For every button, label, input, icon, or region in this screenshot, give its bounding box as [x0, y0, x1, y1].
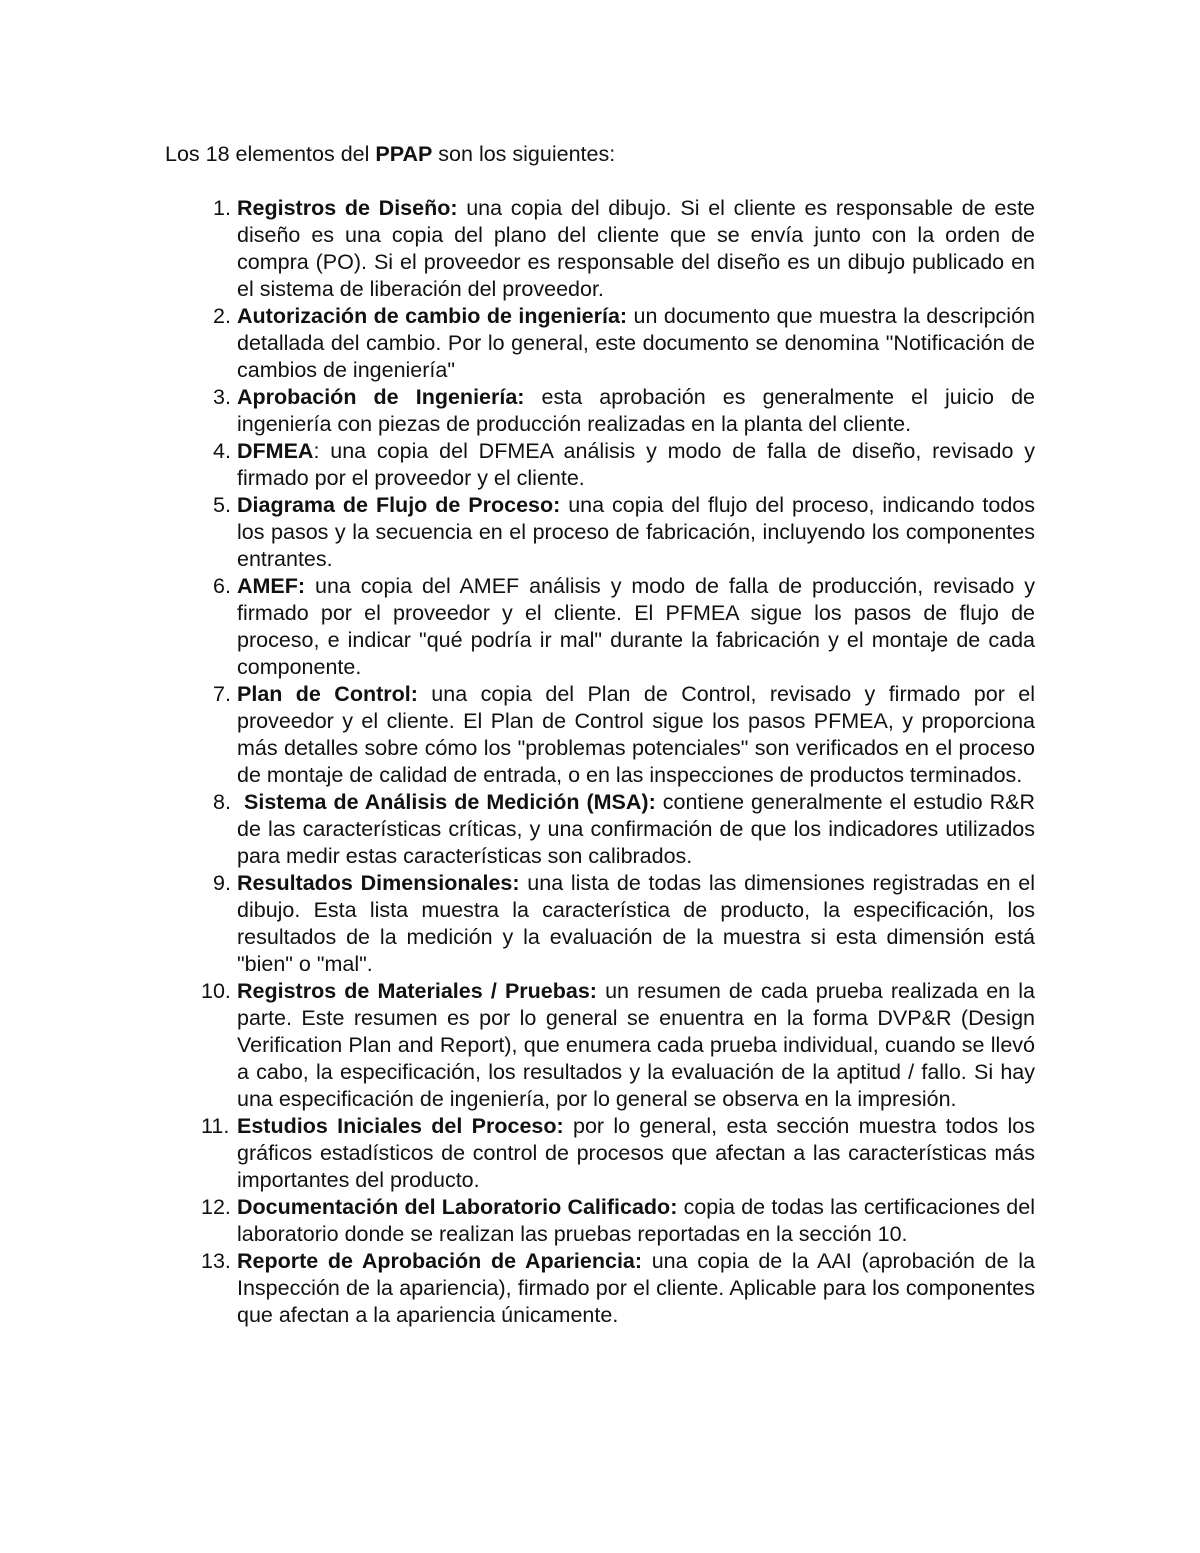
list-item-text: esta aprobación es generalmente el juicio de ingeniería con piezas de producción realizadas en la planta del cliente. — [237, 385, 1035, 436]
list-item-title: AMEF: — [237, 574, 306, 598]
list-item-title: Plan de Control: — [237, 682, 418, 706]
list-item-title: Registros de Materiales / Pruebas: — [237, 979, 597, 1003]
list-item-body — [237, 978, 1035, 1113]
list-item-body — [237, 303, 1035, 384]
list-item-title: Estudios Iniciales del Proceso: — [237, 1114, 564, 1138]
list-item-number: 12. — [201, 1195, 231, 1219]
list-item-number: 11. — [201, 1114, 230, 1138]
list-item — [165, 978, 1035, 1113]
list-item — [165, 1194, 1035, 1248]
list-item-number: 9. — [213, 871, 231, 895]
list-item-number: 10. — [201, 979, 231, 1003]
list-item-body — [237, 195, 1035, 303]
list-item — [165, 438, 1035, 492]
list-item-number: 7. — [213, 682, 231, 706]
list-item-title: DFMEA — [237, 439, 314, 463]
list-item — [165, 492, 1035, 573]
list-item — [165, 1113, 1035, 1194]
list-item-title: Aprobación de Ingeniería: — [237, 385, 525, 409]
list-item-title: Registros de Diseño: — [237, 196, 458, 220]
list-item-number: 8. — [213, 790, 231, 814]
list-item — [165, 789, 1035, 870]
list-item-text: un resumen de cada prueba realizada en la parte. Este resumen es por lo general se enuentra en la forma DVP&R (Design Verification Plan and Report), que enumera cada prueba individual, cuando se llevó a cabo, la especificación, los resultados y la evaluación de la aptitud / fallo. Si hay una especificación de ingeniería, por lo general se observa en la impresión. — [237, 979, 1035, 1111]
list-item-text: una copia de la AAI (aprobación de la Inspección de la apariencia), firmado por el cliente. Aplicable para los componentes que afectan a la apariencia únicamente. — [237, 1249, 1035, 1327]
list-item-number: 13. — [201, 1249, 231, 1273]
list-item-title: Documentación del Laboratorio Calificado: — [237, 1195, 678, 1219]
list-item-body — [237, 789, 1035, 870]
list-item-title: Resultados Dimensionales: — [237, 871, 520, 895]
list-item-title: Autorización de cambio de ingeniería: — [237, 304, 628, 328]
list-item-text: una copia del dibujo. Si el cliente es responsable de este diseño es una copia del plano del cliente que se envía junto con la orden de compra (PO). Si el proveedor es responsable del diseño es un dibujo publicado en el sistema de liberación del proveedor. — [237, 196, 1036, 301]
list-item-body — [237, 438, 1035, 492]
list-item-text: una copia del AMEF análisis y modo de falla de producción, revisado y firmado por el proveedor y el cliente. El PFMEA sigue los pasos de flujo de proceso, e indicar "qué podría ir mal" durante la fabricación y el montaje de cada componente. — [237, 574, 1035, 679]
list-item-title: Reporte de Aprobación de Apariencia: — [237, 1249, 643, 1273]
list-item-body — [237, 1194, 1035, 1248]
intro-paragraph — [165, 141, 1035, 168]
list-item-title: Diagrama de Flujo de Proceso: — [237, 493, 561, 517]
list-item-body — [237, 1248, 1035, 1329]
list-item-body — [237, 492, 1035, 573]
list-item-text: una copia del Plan de Control, revisado y firmado por el proveedor y el cliente. El Plan de Control sigue los pasos PFMEA, y proporciona más detalles sobre cómo los "problemas potenciales" son verificados en el proceso de montaje de calidad de entrada, o en las inspecciones de productos terminados. — [237, 682, 1035, 787]
list-item-body — [237, 681, 1035, 789]
list-item — [165, 573, 1035, 681]
list-item-body — [237, 384, 1035, 438]
list-item-text: una lista de todas las dimensiones registradas en el dibujo. Esta lista muestra la característica de producto, la especificación, los resultados de la medición y la evaluación de la muestra si esta dimensión está "bien" o "mal". — [237, 871, 1035, 976]
list-item-body — [237, 573, 1035, 681]
list-item-number: 6. — [213, 574, 231, 598]
list-item-text: contiene generalmente el estudio R&R de las características críticas, y una confirmación de que los indicadores utilizados para medir estas características son calibrados. — [237, 790, 1035, 868]
intro-suffix: son los siguientes: — [432, 142, 616, 166]
list-item-number: 1. — [213, 196, 231, 220]
list-item — [165, 303, 1035, 384]
list-item — [165, 384, 1035, 438]
list-item-text: por lo general, esta sección muestra todos los gráficos estadísticos de control de procesos que afectan a las características más importantes del producto. — [237, 1114, 1035, 1192]
intro-bold: PPAP — [375, 142, 433, 166]
list-item-text: un documento que muestra la descripción detallada del cambio. Por lo general, este documento se denomina "Notificación de cambios de ingeniería" — [237, 304, 1035, 382]
list-item — [165, 681, 1035, 789]
intro-prefix: Los 18 elementos del — [165, 142, 376, 166]
list-item-text: una copia del flujo del proceso, indicando todos los pasos y la secuencia en el proceso de fabricación, incluyendo los componentes entrantes. — [237, 493, 1035, 571]
list-item-text: copia de todas las certificaciones del laboratorio donde se realizan las pruebas reportadas en la sección 10. — [237, 1195, 1035, 1246]
list-item-title: Sistema de Análisis de Medición (MSA): — [244, 790, 656, 814]
list-item — [165, 870, 1035, 978]
list-item-body — [237, 1113, 1035, 1194]
list-item-number: 4. — [213, 439, 231, 463]
list-item — [165, 195, 1035, 303]
list-item — [165, 1248, 1035, 1329]
list-item-number: 5. — [213, 493, 231, 517]
list-item-number: 3. — [213, 385, 231, 409]
ppap-elements-list — [165, 195, 1035, 1329]
list-item-number: 2. — [213, 304, 231, 328]
list-item-body — [237, 870, 1035, 978]
list-item-text: : una copia del DFMEA análisis y modo de falla de diseño, revisado y firmado por el proveedor y el cliente. — [237, 439, 1035, 490]
